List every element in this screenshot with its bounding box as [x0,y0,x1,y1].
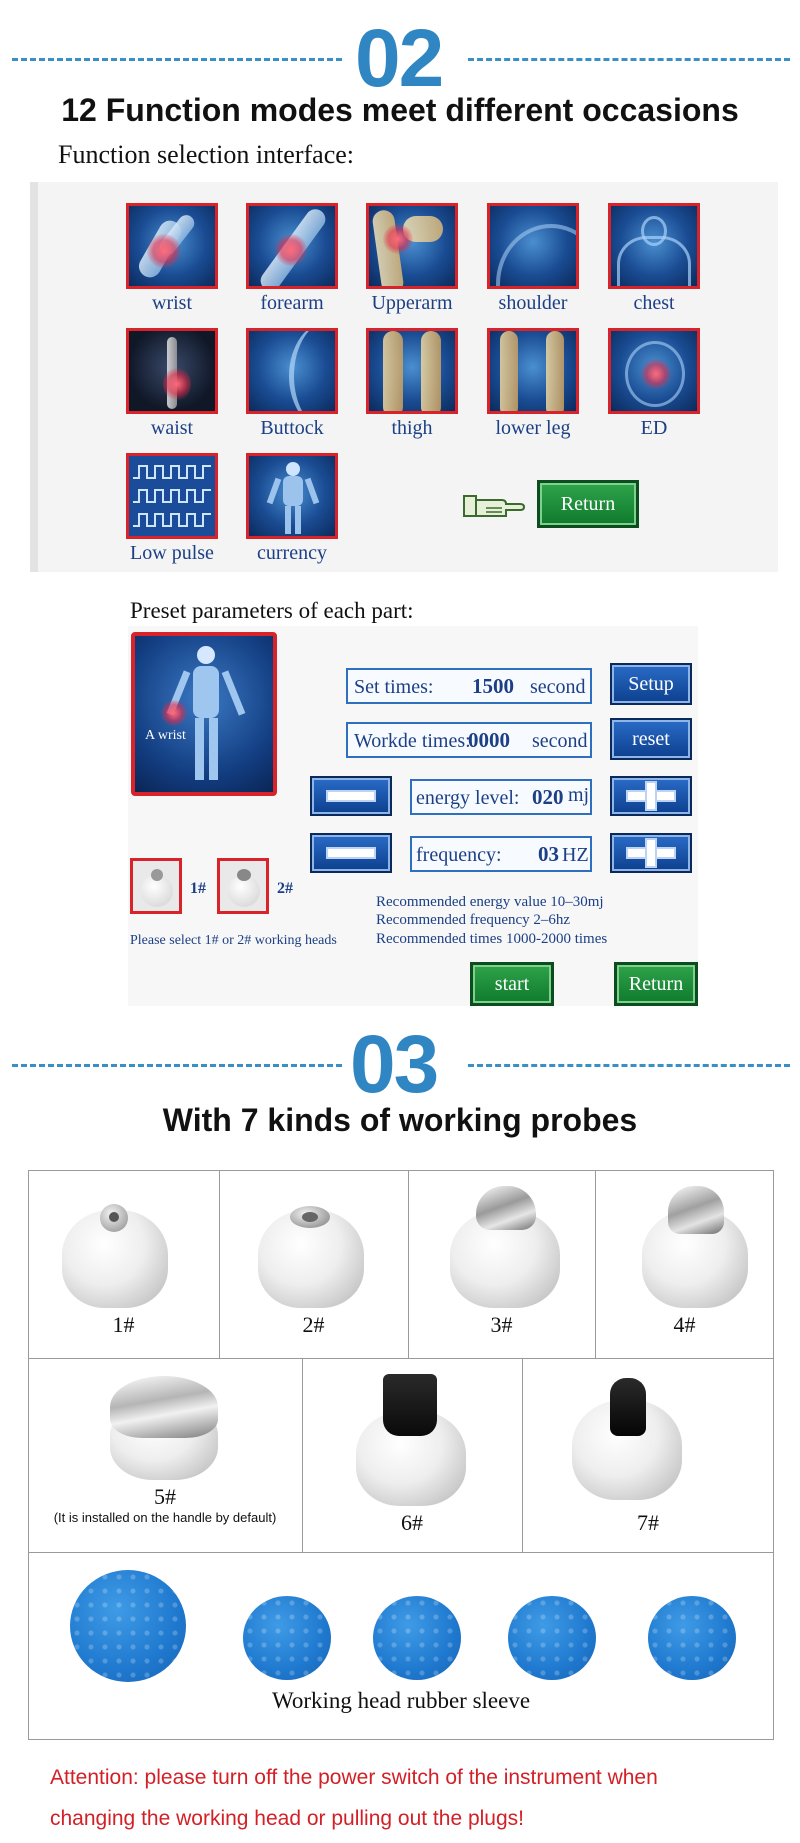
attention-line-2: changing the working head or pulling out the plugs! [50,1807,524,1830]
set-times-value: 1500 [472,674,514,698]
tile-label-currency: currency [257,542,327,564]
frequency-field [410,836,592,872]
tile-wrist[interactable] [126,203,218,289]
section-heading: 12 Function modes meet different occasions [61,92,739,128]
energy-level-field [410,779,592,815]
frequency-increase-button[interactable] [610,833,692,873]
head-1-label: 1# [190,880,206,897]
sleeve-caption: Working head rubber sleeve [271,1688,531,1713]
energy-level-label: energy level: [416,787,520,809]
tile-label-lower-leg: lower leg [495,417,571,439]
tile-label-low-pulse: Low pulse [130,542,214,564]
head-2-label: 2# [277,880,293,897]
start-button[interactable]: start [470,962,554,1006]
tile-upperarm[interactable] [366,203,458,289]
probe-label-5: 5# [154,1484,176,1509]
tile-label-upperarm: Upperarm [371,292,453,314]
tile-label-buttock: Buttock [260,417,324,439]
row-divider [28,1552,774,1553]
probe-label-4: 4# [673,1312,696,1337]
work-times-label: Workde times: [354,730,471,752]
frequency-unit: HZ [562,844,589,866]
tile-label-shoulder: shoulder [498,292,568,314]
section-number: 03 [350,1019,438,1110]
tile-label-wrist: wrist [152,292,192,314]
panel-edge [30,182,38,572]
recommended-frequency: Recommended frequency 2–6hz [376,912,571,928]
function-selection-title: Function selection interface: [58,140,355,169]
tile-waist[interactable] [126,328,218,414]
tile-currency[interactable] [246,453,338,539]
selected-part-caption: A wrist [145,728,186,743]
probe-label-6: 6# [401,1510,423,1535]
divider-right [468,1064,790,1067]
pointing-hand-icon [462,490,526,522]
frequency-decrease-button[interactable] [310,833,392,873]
energy-increase-button[interactable] [610,776,692,816]
energy-level-value: 020 [532,785,564,809]
divider-right [468,58,790,61]
row-divider [28,1358,774,1359]
head-2-selector[interactable] [217,858,269,914]
set-times-label: Set times: [354,676,434,698]
setup-button[interactable]: Setup [610,663,692,705]
minus-icon [326,790,376,802]
energy-decrease-button[interactable] [310,776,392,816]
tile-chest[interactable] [608,203,700,289]
attention-line-1: Attention: please turn off the power switch of the instrument when [50,1766,658,1789]
return-button-function[interactable]: Return [537,480,639,528]
tile-label-ed: ED [640,417,668,439]
minus-icon [326,847,376,859]
tile-buttock[interactable] [246,328,338,414]
energy-level-unit: mj [568,784,590,806]
set-times-unit: second [530,676,586,698]
tile-background [369,331,455,411]
frequency-label: frequency: [416,844,502,866]
tile-lower-leg[interactable] [487,328,579,414]
divider-left [12,58,342,61]
select-head-hint: Please select 1# or 2# working heads [130,933,337,948]
frequency-value: 03 [538,842,559,866]
set-times-field [346,668,592,704]
tile-label-forearm: forearm [260,292,324,314]
selected-part-image [131,632,277,796]
work-times-unit: second [532,730,588,752]
reset-button[interactable]: reset [610,718,692,760]
work-times-value: 0000 [468,728,510,752]
divider-left [12,1064,342,1067]
section-number: 02 [355,13,443,104]
probe-label-2: 2# [302,1312,325,1337]
probe-5-note: (It is installed on the handle by default) [53,1510,277,1525]
tile-low-pulse[interactable] [126,453,218,539]
recommended-times: Recommended times 1000-2000 times [376,931,608,947]
probe-label-3: 3# [490,1312,513,1337]
tile-label-chest: chest [633,292,675,314]
return-button-preset[interactable]: Return [614,962,698,1006]
tile-label-waist: waist [150,417,194,439]
tile-shoulder[interactable] [487,203,579,289]
preset-title: Preset parameters of each part: [130,598,414,623]
tile-forearm[interactable] [246,203,338,289]
probe-label-1: 1# [112,1312,135,1337]
tile-ed[interactable] [608,328,700,414]
probe-label-7: 7# [637,1510,659,1535]
head-1-selector[interactable] [130,858,182,914]
tile-label-thigh: thigh [391,417,433,439]
work-times-field [346,722,592,758]
section-heading: With 7 kinds of working probes [162,1102,638,1138]
tile-thigh[interactable] [366,328,458,414]
recommended-energy: Recommended energy value 10–30mj [376,894,604,910]
